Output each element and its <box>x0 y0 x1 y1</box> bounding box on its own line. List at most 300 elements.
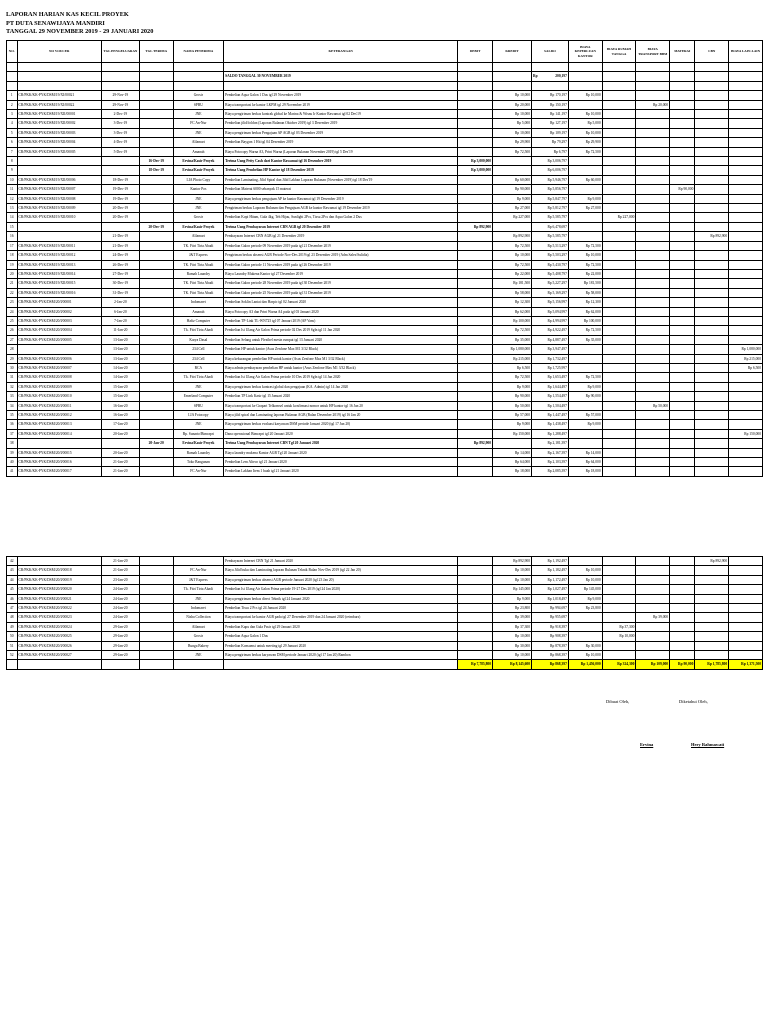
cell-biaya-lain-lain <box>729 575 763 584</box>
receipt-row <box>7 157 763 166</box>
cell-biaya-rumah-tangga <box>602 439 636 448</box>
cell-nama-penerima: JNE <box>173 128 224 137</box>
cell-debit <box>458 241 493 250</box>
cell-debit <box>458 566 493 575</box>
cell-materai <box>670 119 695 128</box>
cell-cbn <box>695 613 729 622</box>
cell-nama-penerima: FC An-Nur <box>173 119 224 128</box>
cell-cbn <box>695 467 729 476</box>
cell-tgl-terima <box>139 110 173 119</box>
cell-biaya-keperluan-kantor: Rp 72,500 <box>568 326 602 335</box>
empty-cell <box>532 81 569 90</box>
cell-keterangan: Pembelian Isi Ulang Air Galon Prima periode 10 Des 2019 Sgln tgl 14 Jan 2020 <box>224 373 458 382</box>
cell-nama-penerima: Amanah <box>173 147 224 156</box>
empty-cell <box>7 63 18 72</box>
cell-biaya-rumah-tangga <box>602 363 636 372</box>
cell-no: 33 <box>7 392 18 401</box>
cell-nama-penerima: Amanah <box>173 307 224 316</box>
cell-saldo: Rp 1,504,497 <box>532 401 569 410</box>
column-header: BIAYA TRANSPORT BBM <box>636 41 670 63</box>
cell-debit <box>458 279 493 288</box>
cell-no: 12 <box>7 194 18 203</box>
cell-biaya-rumah-tangga: Rp 227,000 <box>602 213 636 222</box>
cell-saldo: Rp 1,554,497 <box>532 392 569 401</box>
cell-no-voucer <box>17 222 101 231</box>
cell-biaya-lain-lain <box>729 232 763 241</box>
empty-cell <box>7 81 18 90</box>
expense-row <box>7 288 763 297</box>
cell-nama-penerima <box>173 557 224 566</box>
cell-kredit: Rp 18,000 <box>493 467 532 476</box>
cell-biaya-rumah-tangga <box>602 448 636 457</box>
empty-cell <box>139 81 173 90</box>
cell-no: 18 <box>7 251 18 260</box>
cell-biaya-lain-lain <box>729 622 763 631</box>
cell-cbn <box>695 307 729 316</box>
cell-biaya-rumah-tangga <box>602 251 636 260</box>
cell-biaya-keperluan-kantor: Rp 72,500 <box>568 147 602 156</box>
cell-no-voucer: CR/PKK/KK-PYK/DSM/20/I/00003 <box>17 316 101 325</box>
cell-materai <box>670 204 695 213</box>
cell-tgl-pengeluaran: 2-Dec-19 <box>101 110 139 119</box>
cell-biaya-rumah-tangga <box>602 241 636 250</box>
cell-biaya-lain-lain <box>729 585 763 594</box>
cell-biaya-lain-lain <box>729 241 763 250</box>
cell-biaya-rumah-tangga <box>602 575 636 584</box>
cell-materai <box>670 91 695 100</box>
expense-row <box>7 622 763 631</box>
cell-tgl-pengeluaran: 17-Jan-20 <box>101 420 139 429</box>
cell-tgl-pengeluaran: 19-Dec-19 <box>101 185 139 194</box>
cell-biaya-lain-lain <box>729 269 763 278</box>
empty-cell <box>602 72 636 81</box>
cell-tgl-pengeluaran: 29-Jan-20 <box>101 632 139 641</box>
cell-tgl-terima <box>139 298 173 307</box>
cell-keterangan: Biaya transportasi ke kantor LKPM tgl 29 November 2019 <box>224 100 458 109</box>
cell-tgl-pengeluaran: 6-Jan-20 <box>101 307 139 316</box>
cell-biaya-rumah-tangga <box>602 382 636 391</box>
cell-biaya-keperluan-kantor: Rp 23,800 <box>568 604 602 613</box>
receipt-row <box>7 439 763 448</box>
cell-no: 23 <box>7 298 18 307</box>
cell-tgl-terima <box>139 467 173 476</box>
cell-tgl-terima <box>139 641 173 650</box>
cell-no: 1 <box>7 91 18 100</box>
cell-tgl-terima <box>139 420 173 429</box>
cell-biaya-transport-bbm <box>636 307 670 316</box>
cell-kredit: Rp 145,000 <box>493 585 532 594</box>
cell-tgl-terima <box>139 335 173 344</box>
cell-saldo: Rp 2,181,397 <box>532 439 569 448</box>
cell-biaya-keperluan-kantor: Rp 9,000 <box>568 594 602 603</box>
cell-biaya-transport-bbm <box>636 420 670 429</box>
cell-tgl-terima <box>139 411 173 420</box>
cell-biaya-transport-bbm: Rp 39,000 <box>636 613 670 622</box>
blank-row <box>7 81 763 90</box>
cell-tgl-pengeluaran: 31-Dec-19 <box>101 288 139 297</box>
cell-cbn <box>695 298 729 307</box>
cell-kredit: Rp 6,500 <box>493 363 532 372</box>
cell-debit <box>458 204 493 213</box>
cell-tgl-pengeluaran: 15-Jan-20 <box>101 392 139 401</box>
cell-biaya-transport-bbm <box>636 392 670 401</box>
cell-tgl-terima <box>139 91 173 100</box>
cell-no-voucer: CR/PKK/KK-PYK/DSM/20/I/00001 <box>17 298 101 307</box>
cell-nama-penerima: JNE <box>173 651 224 660</box>
cell-biaya-lain-lain <box>729 566 763 575</box>
cell-kredit: Rp 20,000 <box>493 100 532 109</box>
cell-kredit: Rp 58,000 <box>493 288 532 297</box>
cell-biaya-keperluan-kantor <box>568 232 602 241</box>
cell-keterangan: Biaya laundry mukena Kantor AGB Tgl 20 Januari 2020 <box>224 448 458 457</box>
cell-debit <box>458 298 493 307</box>
cell-debit <box>458 326 493 335</box>
cell-cbn <box>695 373 729 382</box>
cell-debit <box>458 269 493 278</box>
empty-cell <box>695 81 729 90</box>
cell-debit <box>458 119 493 128</box>
cell-biaya-rumah-tangga <box>602 458 636 467</box>
cell-nama-penerima: J&T Express <box>173 251 224 260</box>
empty-cell <box>17 660 101 669</box>
cell-biaya-transport-bbm <box>636 326 670 335</box>
cell-debit <box>458 307 493 316</box>
cell-keterangan: Pembelian Galon periode 28 November 2019 pada tgl 30 Desember 2019 <box>224 279 458 288</box>
expense-row <box>7 382 763 391</box>
cash-ledger-table-page2 <box>6 556 763 670</box>
cell-no: 35 <box>7 411 18 420</box>
cell-saldo: Rp 908,397 <box>532 632 569 641</box>
cell-biaya-keperluan-kantor: Rp 35,000 <box>568 335 602 344</box>
cell-saldo: Rp 170,197 <box>532 91 569 100</box>
expense-row <box>7 345 763 354</box>
cell-biaya-keperluan-kantor: Rp 10,000 <box>568 91 602 100</box>
cell-biaya-lain-lain <box>729 594 763 603</box>
total-saldo: Rp 868,397 <box>532 660 569 669</box>
cell-no-voucer: CR/PKK/KK-PYK/DSM/19/XII/00005 <box>17 147 101 156</box>
cell-biaya-lain-lain <box>729 467 763 476</box>
expense-row <box>7 566 763 575</box>
cell-biaya-rumah-tangga <box>602 429 636 438</box>
cell-debit <box>458 458 493 467</box>
cell-kredit: Rp 9,000 <box>493 420 532 429</box>
cell-biaya-keperluan-kantor: Rp 72,500 <box>568 241 602 250</box>
receipt-row <box>7 222 763 231</box>
cell-nama-penerima: FC An-Nur <box>173 566 224 575</box>
cell-biaya-rumah-tangga <box>602 185 636 194</box>
cell-nama-penerima: Tk. Fitri Tirta Abadi <box>173 373 224 382</box>
cell-cbn <box>695 401 729 410</box>
cell-debit <box>458 632 493 641</box>
cell-keterangan: Biaya Fotocopy A3 dan Print Warna A4 pada tgl 03 Januari 2020 <box>224 307 458 316</box>
cell-saldo: Rp 5,156,997 <box>532 298 569 307</box>
cell-saldo: Rp 1,182,497 <box>532 566 569 575</box>
cell-tgl-terima <box>139 251 173 260</box>
total-cbn: Rp 1,785,800 <box>695 660 729 669</box>
cell-biaya-keperluan-kantor: Rp 64,000 <box>568 458 602 467</box>
cell-tgl-terima <box>139 401 173 410</box>
expense-row <box>7 326 763 335</box>
cell-cbn <box>695 594 729 603</box>
cell-biaya-lain-lain <box>729 204 763 213</box>
cell-kredit: Rp 57,000 <box>493 411 532 420</box>
cell-keterangan: Pembelian Lem Alteco tgl 21 Januari 2020 <box>224 458 458 467</box>
cell-no-voucer: CR/PKK/KK-PYK/DSM/19/XII/00003 <box>17 128 101 137</box>
cell-biaya-keperluan-kantor <box>568 100 602 109</box>
cell-nama-penerima: Tk. Fitri Tirta Abadi <box>173 585 224 594</box>
cell-biaya-lain-lain <box>729 147 763 156</box>
cell-tgl-terima <box>139 604 173 613</box>
cell-cbn <box>695 204 729 213</box>
expense-row <box>7 91 763 100</box>
cell-saldo: Rp 5,503,297 <box>532 251 569 260</box>
cell-kredit: Rp 30,000 <box>493 641 532 650</box>
empty-cell <box>602 63 636 72</box>
cell-biaya-rumah-tangga <box>602 411 636 420</box>
cell-biaya-rumah-tangga <box>602 373 636 382</box>
cell-no-voucer: CR/PKK/KK-PYK/DSM/20/I/00004 <box>17 326 101 335</box>
cell-biaya-transport-bbm <box>636 651 670 660</box>
cell-biaya-keperluan-kantor <box>568 429 602 438</box>
report-header <box>6 11 153 37</box>
cell-biaya-transport-bbm <box>636 363 670 372</box>
cell-saldo: Rp 6,478,697 <box>532 222 569 231</box>
cell-materai <box>670 232 695 241</box>
cell-biaya-transport-bbm <box>636 429 670 438</box>
cell-biaya-transport-bbm <box>636 241 670 250</box>
expense-row <box>7 213 763 222</box>
cell-no: 25 <box>7 316 18 325</box>
cell-no: 40 <box>7 458 18 467</box>
cell-tgl-terima <box>139 557 173 566</box>
cell-no: 36 <box>7 420 18 429</box>
cell-biaya-keperluan-kantor: Rp 57,000 <box>568 411 602 420</box>
expense-row <box>7 307 763 316</box>
cell-no: 34 <box>7 401 18 410</box>
empty-cell <box>568 72 602 81</box>
cell-biaya-keperluan-kantor <box>568 622 602 631</box>
cell-biaya-keperluan-kantor <box>568 354 602 363</box>
cell-keterangan: Biaya pengiriman berkas kontrasi global dan pengajuan (KA. Admin) tgl 14 Jan 2020 <box>224 382 458 391</box>
cell-biaya-transport-bbm <box>636 345 670 354</box>
cell-biaya-rumah-tangga <box>602 279 636 288</box>
cell-materai <box>670 326 695 335</box>
empty-cell <box>636 81 670 90</box>
cell-nama-penerima: Alfamart <box>173 622 224 631</box>
cell-materai <box>670 222 695 231</box>
cell-biaya-keperluan-kantor: Rp 22,000 <box>568 269 602 278</box>
cell-materai <box>670 100 695 109</box>
cell-kredit <box>493 222 532 231</box>
cell-materai <box>670 166 695 175</box>
cell-kredit: Rp 181,500 <box>493 279 532 288</box>
cell-no: 15 <box>7 222 18 231</box>
cell-biaya-rumah-tangga <box>602 298 636 307</box>
cell-cbn <box>695 345 729 354</box>
expense-row <box>7 100 763 109</box>
cell-biaya-rumah-tangga <box>602 269 636 278</box>
cell-no-voucer: CR/PKK/KK-PYK/DSM/20/I/00017 <box>17 467 101 476</box>
empty-cell <box>101 72 139 81</box>
cell-debit <box>458 641 493 650</box>
cell-saldo: Rp 4,922,497 <box>532 326 569 335</box>
cell-cbn <box>695 363 729 372</box>
cell-biaya-rumah-tangga <box>602 392 636 401</box>
cell-biaya-lain-lain <box>729 222 763 231</box>
cell-kredit: Rp 892,900 <box>493 557 532 566</box>
cell-cbn <box>695 91 729 100</box>
cell-tgl-pengeluaran: 24-Jan-20 <box>101 613 139 622</box>
cell-saldo: Rp 994,697 <box>532 604 569 613</box>
cell-tgl-pengeluaran: 29-Nov-19 <box>101 91 139 100</box>
cell-biaya-keperluan-kantor: Rp 12,300 <box>568 298 602 307</box>
cell-biaya-lain-lain <box>729 557 763 566</box>
cell-no: 41 <box>7 467 18 476</box>
cell-biaya-lain-lain <box>729 288 763 297</box>
cell-biaya-rumah-tangga <box>602 100 636 109</box>
cell-tgl-pengeluaran: 27-Dec-19 <box>101 269 139 278</box>
cell-biaya-keperluan-kantor: Rp 60,000 <box>568 175 602 184</box>
cell-cbn <box>695 604 729 613</box>
report-title: LAPORAN HARIAN KAS KECIL PROYEK <box>6 11 129 18</box>
cell-no-voucer: CR/PKK/KK-PYK/DSM/20/I/00024 <box>17 622 101 631</box>
cell-no: 38 <box>7 439 18 448</box>
cell-no: 22 <box>7 288 18 297</box>
cell-biaya-rumah-tangga <box>602 467 636 476</box>
cell-keterangan: Pembelian Isi Ulang Air Galon Prima periode 19-27 Des 2019 (tgl 24 Jan 2020) <box>224 585 458 594</box>
cell-tgl-pengeluaran: 19-Dec-19 <box>101 194 139 203</box>
cell-no-voucer: CR/PKK/KK-PYK/DSM/20/I/00015 <box>17 448 101 457</box>
cell-biaya-lain-lain <box>729 298 763 307</box>
cell-materai <box>670 147 695 156</box>
cell-debit <box>458 194 493 203</box>
cell-kredit <box>493 439 532 448</box>
cell-no: 30 <box>7 363 18 372</box>
opening-balance-label: SALDO TANGGAL 30 NOVEMBER 2019 <box>224 72 458 81</box>
cell-debit <box>458 335 493 344</box>
cell-nama-penerima: Alfamart <box>173 232 224 241</box>
cell-no-voucer: CR/PKK/KK-PYK/DSM/20/I/00016 <box>17 458 101 467</box>
cell-biaya-transport-bbm <box>636 166 670 175</box>
cell-kredit: Rp 9,000 <box>493 194 532 203</box>
cell-saldo: Rp 1,447,497 <box>532 411 569 420</box>
total-transport: Rp 109,000 <box>636 660 670 669</box>
cell-cbn <box>695 566 729 575</box>
empty-cell <box>670 63 695 72</box>
cell-debit <box>458 128 493 137</box>
cell-kredit: Rp 150,000 <box>493 429 532 438</box>
cell-biaya-keperluan-kantor <box>568 613 602 622</box>
cell-saldo: Rp 1,732,497 <box>532 354 569 363</box>
cell-no: 13 <box>7 204 18 213</box>
cell-no: 27 <box>7 335 18 344</box>
cell-kredit: Rp 90,000 <box>493 185 532 194</box>
empty-cell <box>636 72 670 81</box>
cell-tgl-terima <box>139 307 173 316</box>
cell-biaya-lain-lain: Rp 215,000 <box>729 354 763 363</box>
cell-tgl-pengeluaran <box>101 157 139 166</box>
cell-cbn <box>695 110 729 119</box>
expense-row <box>7 316 763 325</box>
cell-tgl-terima: 20-Dec-19 <box>139 222 173 231</box>
cell-biaya-transport-bbm <box>636 251 670 260</box>
column-header: BIAYA RUMAH TANGGA <box>602 41 636 63</box>
cell-cbn <box>695 575 729 584</box>
cell-biaya-rumah-tangga <box>602 138 636 147</box>
cell-tgl-pengeluaran: 29-Jan-20 <box>101 641 139 650</box>
cell-biaya-transport-bbm <box>636 316 670 325</box>
cell-no-voucer: CR/PKK/KK-PYK/DSM/19/XII/00001 <box>17 110 101 119</box>
cell-debit <box>458 175 493 184</box>
amount-value: 200,197 <box>555 74 567 79</box>
total-materai: Rp 90,000 <box>670 660 695 669</box>
cell-biaya-rumah-tangga <box>602 166 636 175</box>
cell-no: 7 <box>7 147 18 156</box>
cell-debit: Rp 3,000,000 <box>458 157 493 166</box>
cell-tgl-terima <box>139 185 173 194</box>
cell-biaya-transport-bbm <box>636 411 670 420</box>
cell-debit <box>458 622 493 631</box>
cell-kredit: Rp 9,000 <box>493 382 532 391</box>
cell-biaya-transport-bbm <box>636 335 670 344</box>
cell-cbn <box>695 641 729 650</box>
cell-biaya-rumah-tangga <box>602 128 636 137</box>
cell-kredit: Rp 72,500 <box>493 373 532 382</box>
cell-tgl-pengeluaran: 15-Jan-20 <box>101 382 139 391</box>
cell-biaya-transport-bbm <box>636 232 670 241</box>
cell-no-voucer: CR/PKK/KK-PYK/DSM/20/I/00006 <box>17 354 101 363</box>
known-by-name: Hery Rahmawati <box>691 742 725 747</box>
cell-tgl-pengeluaran: 5-Dec-19 <box>101 147 139 156</box>
cell-nama-penerima: Ervina/Kasir Proyek <box>173 222 224 231</box>
cell-materai <box>670 213 695 222</box>
cell-biaya-rumah-tangga <box>602 613 636 622</box>
amount-wrap <box>533 72 567 80</box>
cell-saldo: Rp 6,006,797 <box>532 166 569 175</box>
expense-row <box>7 260 763 269</box>
cell-biaya-lain-lain <box>729 401 763 410</box>
cell-tgl-pengeluaran: 18-Dec-19 <box>101 175 139 184</box>
cell-keterangan: Pembelian Konsumsi untuk meeting tgl 29 Januari 2020 <box>224 641 458 650</box>
cell-no-voucer: CR/PKK/KK-PYK/DSM/20/I/00014 <box>17 429 101 438</box>
empty-cell <box>695 72 729 81</box>
cell-tgl-pengeluaran: 20-Dec-19 <box>101 213 139 222</box>
expense-row <box>7 429 763 438</box>
cell-cbn <box>695 157 729 166</box>
cell-kredit: Rp 35,000 <box>493 335 532 344</box>
cell-keterangan: Pembelian Galon periode 09 November 2019 pada tgl 21 Desember 2019 <box>224 241 458 250</box>
cell-keterangan: Pembelian TP Link Kasir tgl 15 Januari 2020 <box>224 392 458 401</box>
cell-biaya-transport-bbm <box>636 279 670 288</box>
cell-biaya-keperluan-kantor: Rp 181,500 <box>568 279 602 288</box>
empty-cell <box>458 81 493 90</box>
cell-keterangan: Pembelian Baygon 1 Hit tgl 04 Desember 2019 <box>224 138 458 147</box>
cell-materai <box>670 260 695 269</box>
cell-biaya-lain-lain <box>729 335 763 344</box>
cell-no-voucer: CR/PKK/KK-PYK/DSM/20/I/00019 <box>17 575 101 584</box>
cell-kredit: Rp 22,000 <box>493 269 532 278</box>
cell-tgl-terima <box>139 326 173 335</box>
cell-cbn: Rp 892,900 <box>695 232 729 241</box>
cell-saldo: Rp 2,085,397 <box>532 467 569 476</box>
cell-saldo: Rp 5,408,797 <box>532 269 569 278</box>
cell-biaya-keperluan-kantor <box>568 345 602 354</box>
empty-cell <box>670 81 695 90</box>
cell-keterangan: Pembelian Kapu dan Gula Pasir tgl 29 Januari 2020 <box>224 622 458 631</box>
cell-debit <box>458 232 493 241</box>
cell-cbn <box>695 222 729 231</box>
cell-nama-penerima: Alfamart <box>173 138 224 147</box>
